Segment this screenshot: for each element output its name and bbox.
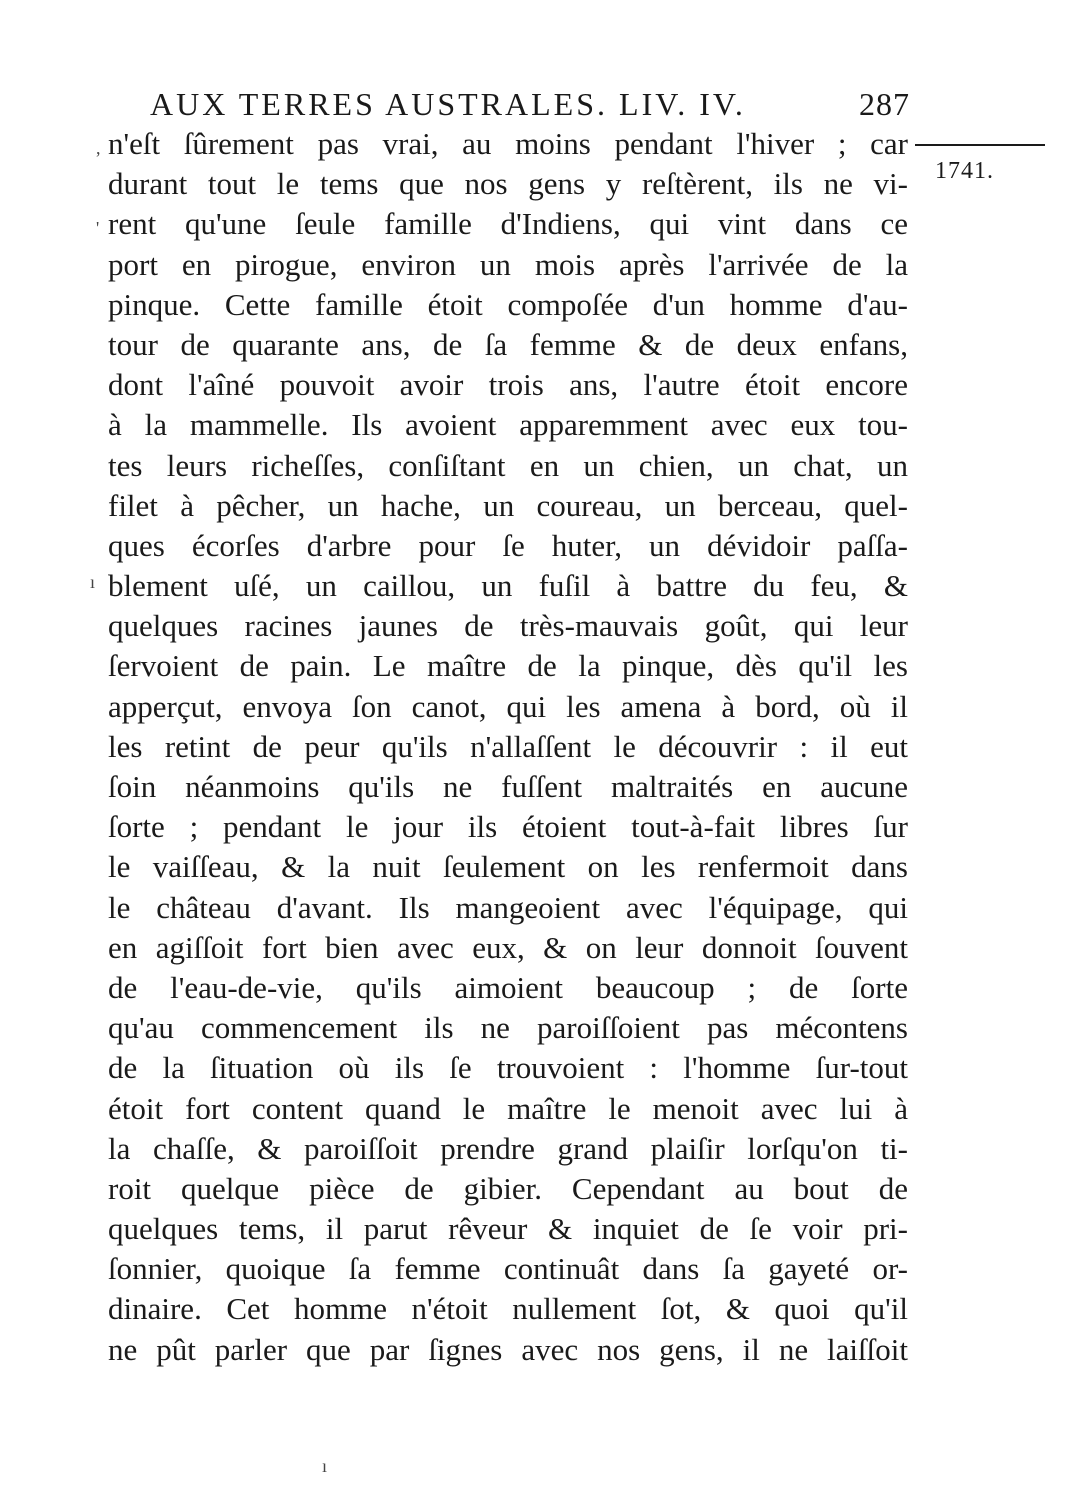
text-line: le vaiſſeau, & la nuit ſeulement on les renfermoit dans	[108, 849, 908, 885]
text-line: durant tout le tems que nos gens y reſtèrent, ils ne vi-	[108, 166, 908, 202]
text-line: ſoin néanmoins qu'ils ne fuſſent maltraités en aucune	[108, 769, 908, 804]
text-line: ne pût parler que par ſignes avec nos gens, il ne laiſſoit	[108, 1331, 908, 1367]
text-line: tes leurs richeſſes, conſiſtant en un chien, un chat, un	[108, 447, 908, 483]
text-line: rent qu'une ſeule famille d'Indiens, qui vint dans ce	[108, 206, 908, 242]
scan-speck: '	[96, 218, 100, 238]
text-line: de la ſituation où ils ſe trouvoient : l'homme ſur-tout	[108, 1050, 908, 1086]
text-line: quelques tems, il parut rêveur & inquiet de ſe voir pri-	[108, 1211, 908, 1247]
text-line: filet à pêcher, un hache, un coureau, un berceau, quel-	[108, 487, 908, 523]
scan-speck: ,	[96, 138, 101, 158]
text-line: ſorte ; pendant le jour ils étoient tout-à-fait libres ſur	[108, 809, 908, 845]
text-line: en agiſſoit fort bien avec eux, & on leur donnoit ſouvent	[108, 929, 908, 965]
text-line: dont l'aîné pouvoit avoir trois ans, l'autre étoit encore	[108, 367, 908, 403]
scan-speck: ı	[322, 1456, 328, 1476]
body-text	[108, 124, 908, 1370]
scan-speck: ı	[90, 572, 96, 592]
text-line: ques écorſes d'arbre pour ſe huter, un dévidoir paſſa-	[108, 527, 908, 563]
text-line: port en pirogue, environ un mois après l'arrivée de la	[108, 246, 908, 282]
text-line: la chaſſe, & paroiſſoit prendre grand plaiſir lorſqu'on ti-	[108, 1130, 908, 1166]
text-line: ſervoient de pain. Le maître de la pinque, dès qu'il les	[108, 648, 908, 684]
page-number: 287	[859, 86, 910, 122]
text-line: à la mammelle. Ils avoient apparemment avec eux tou-	[108, 407, 908, 443]
text-line: de l'eau-de-vie, qu'ils aimoient beaucoup ; de ſorte	[108, 969, 908, 1005]
text-line: roit quelque pièce de gibier. Cependant au bout de	[108, 1170, 908, 1206]
text-line: tour de quarante ans, de ſa femme & de deux enfans,	[108, 326, 908, 362]
text-line: étoit fort content quand le maître le menoit avec lui à	[108, 1090, 908, 1126]
text-line: les retint de peur qu'ils n'allaſſent le découvrir : il eut	[108, 728, 908, 764]
text-line: dinaire. Cet homme n'étoit nullement ſot, & quoi qu'il	[108, 1291, 908, 1327]
text-line: n'eſt ſûrement pas vrai, au moins pendant l'hiver ; car	[108, 126, 908, 161]
text-line: apperçut, envoya ſon canot, qui les amena à bord, où il	[108, 688, 908, 724]
text-line: quelques racines jaunes de très-mauvais goût, qui leur	[108, 608, 908, 644]
margin-rule	[915, 144, 1045, 146]
text-line: pinque. Cette famille étoit compoſée d'un homme d'au-	[108, 286, 908, 322]
margin-year: 1741.	[935, 158, 994, 184]
text-line: ſonnier, quoique ſa femme continuât dans ſa gayeté or-	[108, 1251, 908, 1287]
running-title: AUX TERRES AUSTRALES. LIV. IV.	[150, 86, 746, 122]
text-line: blement uſé, un caillou, un fuſil à battre du feu, &	[108, 568, 908, 604]
text-line: qu'au commencement ils ne paroiſſoient pas mécontens	[108, 1010, 908, 1046]
text-line: le château d'avant. Ils mangeoient avec l'équipage, qui	[108, 889, 908, 925]
